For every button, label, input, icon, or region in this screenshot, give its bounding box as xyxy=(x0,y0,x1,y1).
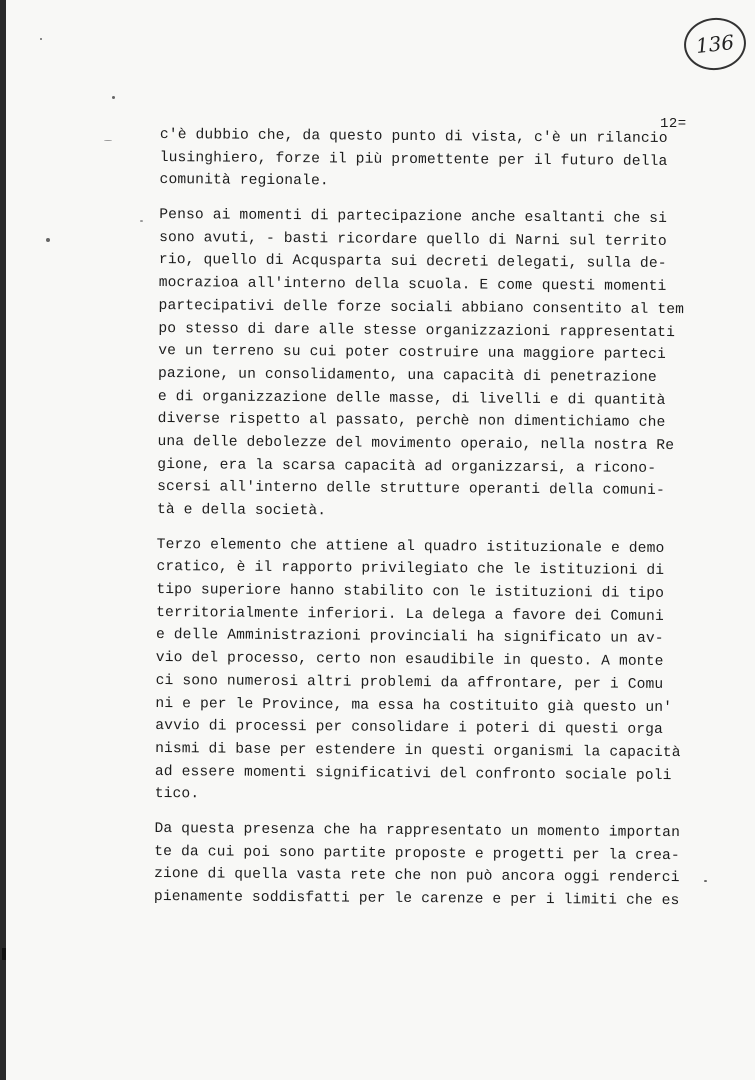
text-line: cratico, è il rapporto privilegiato che le istituzioni di xyxy=(156,559,665,580)
text-line: diverse rispetto al passato, perchè non dimentichiamo che xyxy=(157,411,666,432)
scan-edge-mark xyxy=(2,948,6,960)
scan-speck xyxy=(40,38,42,40)
text-line: Da questa presenza che ha rappresentato un momento importan xyxy=(154,820,681,842)
page-number: 12= xyxy=(660,116,687,132)
text-line: una delle debolezze del movimento operaio, nella nostra Re xyxy=(157,433,675,454)
text-line: ad essere momenti significativi del confronto sociale poli xyxy=(154,763,672,784)
text-line: tico. xyxy=(154,786,200,803)
text-line: partecipativi delle forze sociali abbiano consentito al tem xyxy=(158,297,685,318)
text-line: po stesso di dare alle stesse organizzazioni rappresentati xyxy=(158,320,676,341)
text-line: Terzo elemento che attiene al quadro istituzionale e demo xyxy=(156,536,665,557)
text-line: nismi di base per estendere in questi organismi la capacità xyxy=(155,740,681,761)
typed-text-body xyxy=(154,124,720,925)
paragraph xyxy=(157,204,719,526)
text-line: rio, quello di Acqusparta sui decreti delegati, sulla de- xyxy=(158,252,667,273)
text-line: Penso ai momenti di partecipazione anche esaltanti che si xyxy=(159,207,668,228)
archive-page-stamp xyxy=(681,15,748,73)
text-line: gione, era la scarsa capacità ad organizzarsi, a ricono- xyxy=(157,456,657,477)
text-line: pienamente soddisfatti per le carenze e per i limiti che es xyxy=(153,888,680,910)
paragraph xyxy=(159,124,720,196)
text-line: te da cui poi sono partite proposte e progetti per la crea- xyxy=(154,843,680,864)
text-line: avvio di processi per consolidare i poteri di questi orga xyxy=(155,718,664,739)
text-line: sono avuti, - basti ricordare quello di Narni sul territo xyxy=(159,229,667,250)
text-line: vio del processo, certo non esaudibile in questo. A monte xyxy=(155,650,664,671)
text-line: ve un terreno su cui poter costruire una maggiore parteci xyxy=(158,343,667,364)
text-line: scersi all'interno delle strutture operanti della comuni- xyxy=(157,479,665,500)
text-line: ci sono numerosi altri problemi da affrontare, per i Comu xyxy=(155,672,664,693)
text-line: c'è dubbio che, da questo punto di vista, c'è un rilancio xyxy=(159,126,668,147)
text-line: ni e per le Province, ma essa ha costituito già questo un' xyxy=(155,695,673,716)
scan-speck xyxy=(46,238,50,242)
text-line: zione di quella vasta rete che non può ancora oggi renderci xyxy=(154,866,680,887)
text-line: e di organizzazione delle masse, di livelli e di quantità xyxy=(157,388,666,409)
scan-speck xyxy=(104,140,112,141)
text-line: comunità regionale. xyxy=(159,172,329,190)
paragraph xyxy=(155,534,717,811)
text-line: e delle Amministrazioni provinciali ha significato un av- xyxy=(155,627,664,648)
text-line: lusinghiero, forze il più promettente per il futuro della xyxy=(159,149,668,170)
text-line: mocrazioa all'interno della scuola. E come questi momenti xyxy=(158,275,667,296)
stamp-number: 136 xyxy=(694,30,736,58)
scan-speck xyxy=(140,220,143,222)
text-line: territorialmente inferiori. La delega a favore dei Comuni xyxy=(156,604,664,625)
scan-speck xyxy=(112,96,115,99)
scan-speck xyxy=(704,880,707,882)
text-line: tipo superiore hanno stabilito con le istituzioni di tipo xyxy=(156,582,665,603)
text-line: tà e della società. xyxy=(156,501,327,520)
text-line: pazione, un consolidamento, una capacità di penetrazione xyxy=(157,365,657,386)
paragraph xyxy=(154,818,715,913)
